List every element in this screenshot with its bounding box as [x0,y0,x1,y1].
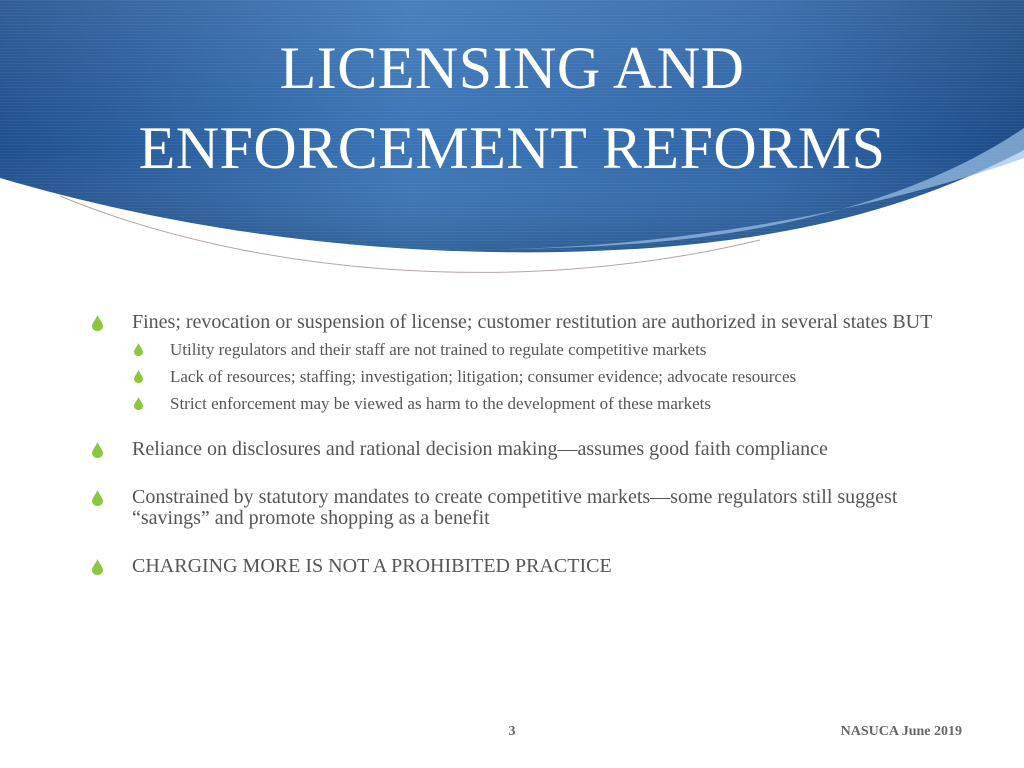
title-line-2: ENFORCEMENT REFORMS [138,115,886,181]
drop-bullet-icon [134,397,143,410]
bullet-item [92,556,942,577]
bullet-item [92,487,942,529]
bullet-text: Constrained by statutory mandates to create competitive markets—some regulators still suggest “savings” and promote shopping as a benefit [132,486,898,529]
bullet-text: Fines; revocation or suspension of license; customer restitution are authorized in several states BUT [132,311,933,333]
sub-bullet-text: Lack of resources; staffing; investigation; litigation; consumer evidence; advocate resources [170,367,797,386]
drop-bullet-icon [134,343,143,356]
page-number: 3 [508,724,516,739]
sub-bullet-item [92,394,942,413]
drop-bullet-icon [92,490,103,506]
footer-label: NASUCA June 2019 [840,724,962,739]
sub-bullet-item [92,340,942,359]
title-line-1: LICENSING AND [279,35,745,101]
bullet-text: CHARGING MORE IS NOT A PROHIBITED PRACTICE [132,555,612,577]
bullet-list [92,312,942,577]
drop-bullet-icon [92,559,103,575]
sub-bullet-item [92,367,942,386]
bullet-item [92,439,942,460]
drop-bullet-icon [134,370,143,383]
drop-bullet-icon [92,315,103,331]
bullet-text: Reliance on disclosures and rational decision making—assumes good faith compliance [132,438,828,460]
bullet-item [92,312,942,333]
slide-title [0,28,1024,188]
sub-bullet-text: Strict enforcement may be viewed as harm to the development of these markets [170,394,711,413]
drop-bullet-icon [92,442,103,458]
sub-bullet-text: Utility regulators and their staff are not trained to regulate competitive markets [170,340,707,359]
